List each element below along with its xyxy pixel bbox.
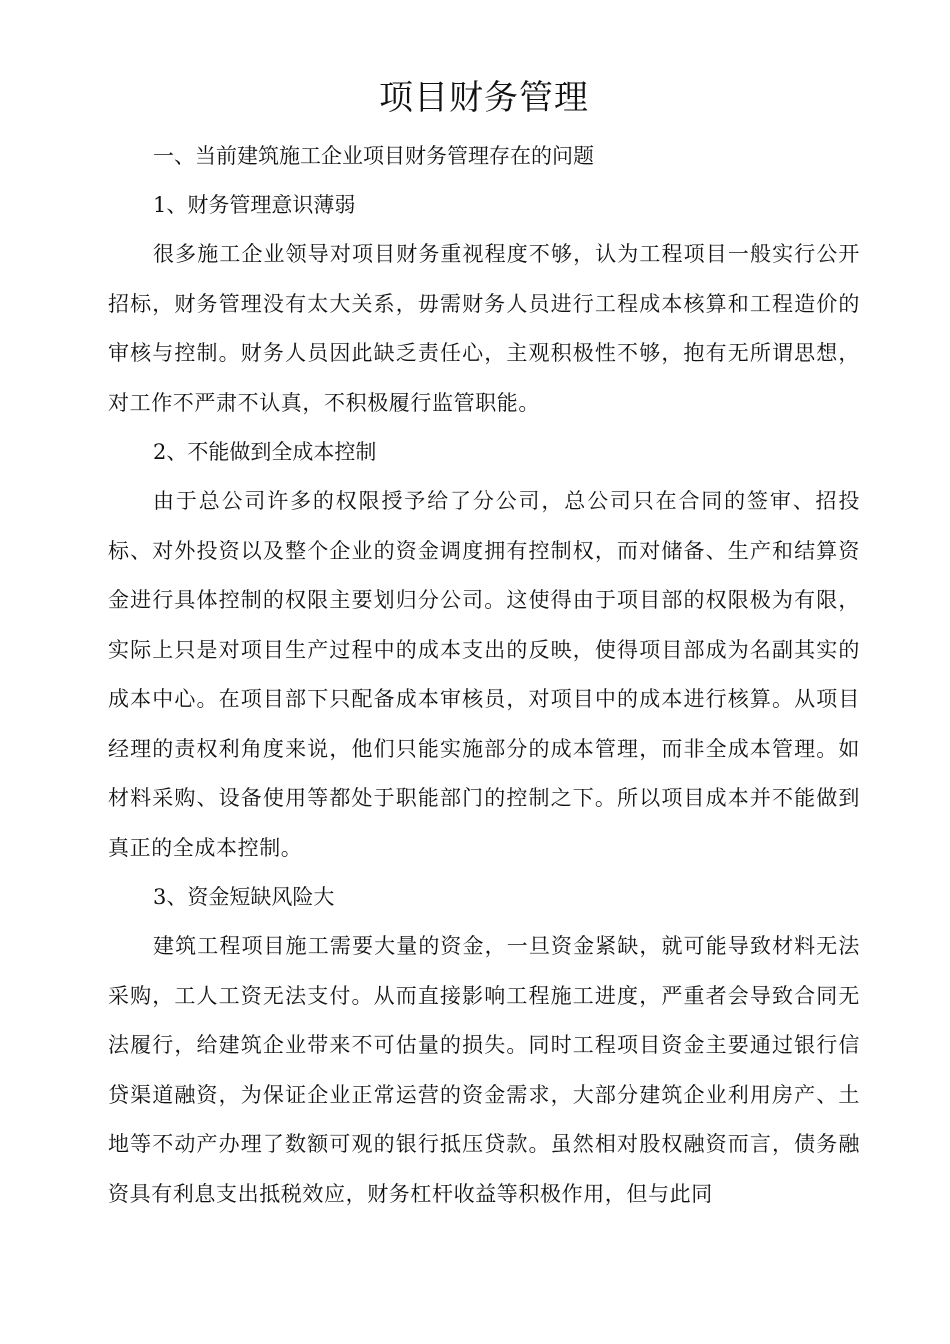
- section-heading-1: 一、当前建筑施工企业项目财务管理存在的问题: [153, 144, 594, 168]
- document-page: [108, 72, 860, 1219]
- paragraph-2: 由于总公司许多的权限授予给了分公司，总公司只在合同的签审、招投标、对外投资以及整个企业的资金调度拥有控制权，而对储备、生产和结算资金进行具体控制的权限主要划归分公司。这使得由于项目部的权限极为有限，实际上只是对项目生产过程中的成本支出的反映，使得项目部成为名副其实的成本中心。在项目部下只配备成本审核员，对项目中的成本进行核算。从项目经理的责权利角度来说，他们只能实施部分的成本管理，而非全成本管理。如材料采购、设备使用等都处于职能部门的控制之下。所以项目成本并不能做到真正的全成本控制。: [108, 489, 860, 860]
- subsection-heading-2: 2、不能做到全成本控制: [153, 440, 377, 464]
- subsection-heading-1: 1、财务管理意识薄弱: [153, 193, 356, 217]
- paragraph-1: 很多施工企业领导对项目财务重视程度不够，认为工程项目一般实行公开招标，财务管理没有太大关系，毋需财务人员进行工程成本核算和工程造价的审核与控制。财务人员因此缺乏责任心，主观积极性不够，抱有无所谓思想，对工作不严肃不认真，不积极履行监管职能。: [108, 242, 860, 415]
- subsection-heading-3: 3、资金短缺风险大: [153, 885, 335, 909]
- document-title: 项目财务管理: [379, 78, 589, 118]
- paragraph-3: 建筑工程项目施工需要大量的资金，一旦资金紧缺，就可能导致材料无法采购，工人工资无法支付。从而直接影响工程施工进度，严重者会导致合同无法履行，给建筑企业带来不可估量的损失。同时工程项目资金主要通过银行信贷渠道融资，为保证企业正常运营的资金需求，大部分建筑企业利用房产、土地等不动产办理了数额可观的银行抵压贷款。虽然相对股权融资而言，债务融资具有利息支出抵税效应，财务杠杆收益等积极作用，但与此同: [108, 934, 860, 1206]
